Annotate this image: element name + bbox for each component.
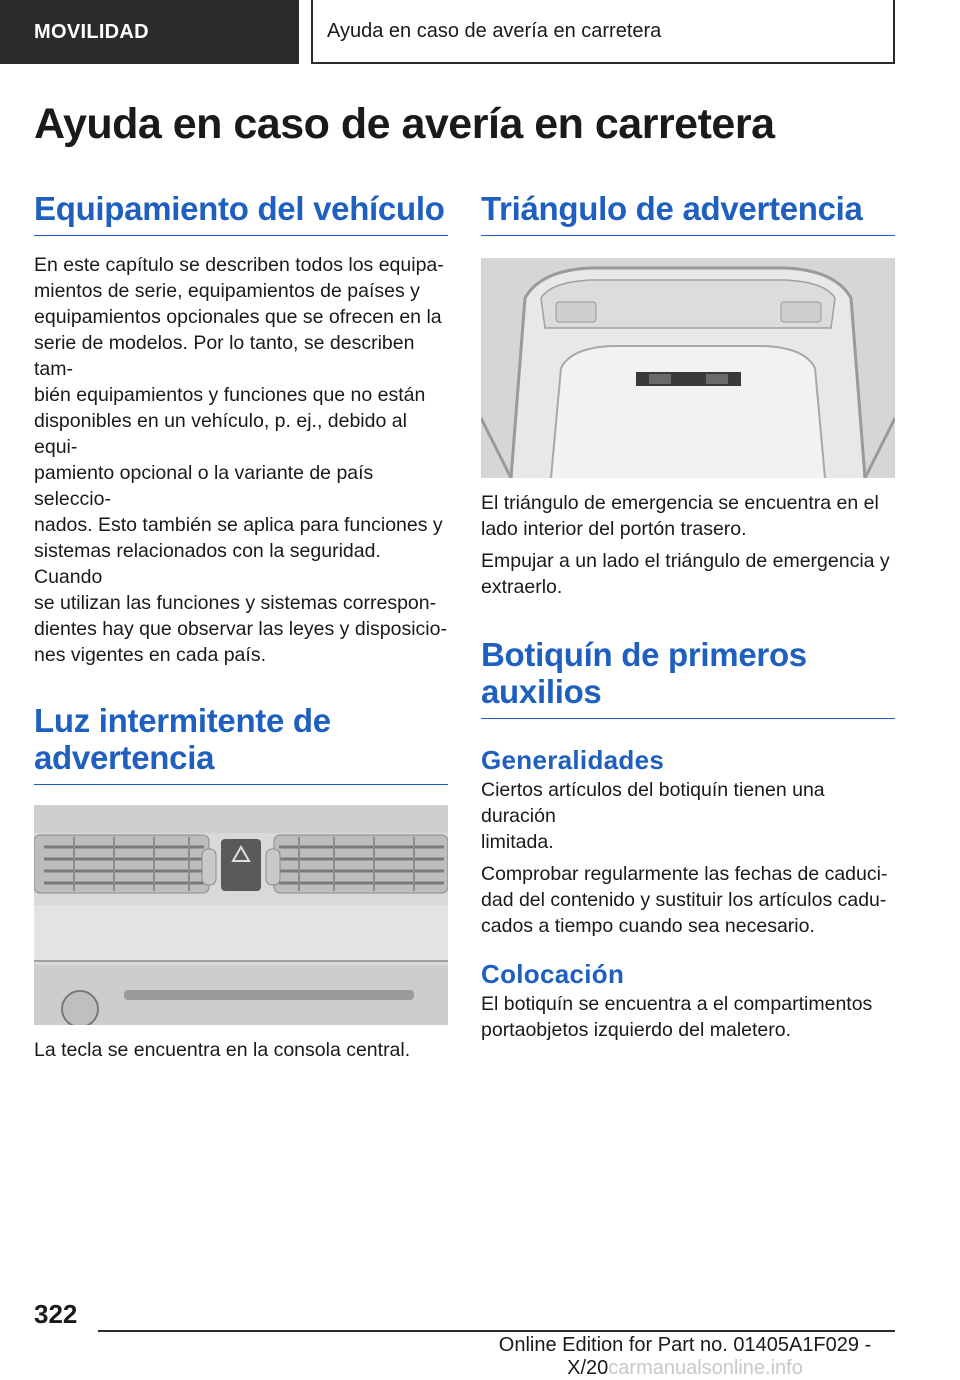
heading-botiquin (481, 636, 895, 719)
triangle-paragraph-2 (481, 548, 895, 600)
text-line: lado interior del portón trasero. (481, 518, 747, 540)
equip-line: dientes hay que observar las leyes y disposicio- (34, 618, 447, 640)
text-line: extraerlo. (481, 576, 563, 598)
text-line: El botiquín se encuentra a el compartimentos (481, 993, 873, 1015)
heading-colocacion: Colocación (481, 959, 625, 989)
equip-line: bién equipamientos y funciones que no están (34, 384, 426, 406)
text-line: dad del contenido y sustituir los artículos cadu- (481, 889, 887, 911)
placement-paragraph (481, 991, 895, 1043)
text-line: Ciertos artículos del botiquín tienen una duración (481, 779, 825, 827)
edition-text: Online Edition for Part no. 01405A1F029 - X/20 (498, 1334, 872, 1379)
text-line: Empujar a un lado el triángulo de emergencia y (481, 550, 890, 572)
equip-line: se utilizan las funciones y sistemas correspon- (34, 592, 437, 614)
section-tab: MOVILIDAD (0, 0, 299, 64)
text-line: Comprobar regularmente las fechas de caduci- (481, 863, 888, 885)
heading-generalidades: Generalidades (481, 745, 665, 775)
chapter-tab: Ayuda en caso de avería en carretera (311, 0, 895, 64)
heading-equipamiento: Equipamiento del vehículo (34, 190, 448, 236)
equip-line: En este capítulo se describen todos los equipa- (34, 254, 444, 276)
text-line: cados a tiempo cuando sea necesario. (481, 915, 815, 937)
footer-divider (98, 1330, 895, 1332)
left-column (34, 190, 448, 1063)
general-paragraph-1 (481, 777, 895, 855)
equip-line: sistemas relacionados con la seguridad. Cuando (34, 540, 381, 588)
heading-luz-intermitente (34, 702, 448, 785)
equip-line: pamiento opcional o la variante de país seleccio- (34, 462, 374, 510)
equip-paragraph (34, 252, 448, 668)
hazard-caption: La tecla se encuentra en la consola central. (34, 1039, 411, 1061)
equip-line: equipamientos opcionales que se ofrecen en la (34, 306, 442, 328)
equip-line: nados. Esto también se aplica para funciones y (34, 514, 443, 536)
triangle-paragraph-1 (481, 490, 895, 542)
page-number: 322 (34, 1299, 78, 1329)
heading-line: Botiquín de primeros (481, 636, 807, 673)
text-line: El triángulo de emergencia se encuentra en el (481, 492, 879, 514)
text-line: portaobjetos izquierdo del maletero. (481, 1019, 792, 1041)
equip-line: serie de modelos. Por lo tanto, se describen tam- (34, 332, 415, 380)
equip-line: disponibles en un vehículo, p. ej., debido al equi- (34, 410, 407, 458)
heading-line: auxilios (481, 673, 602, 710)
general-paragraph-2 (481, 861, 895, 939)
equip-line: mientos de serie, equipamientos de países y (34, 280, 420, 302)
watermark: carmanualsonline.info (608, 1357, 803, 1379)
center-console-image (34, 805, 448, 1025)
heading-triangulo: Triángulo de advertencia (481, 190, 895, 236)
edition-footer (470, 1334, 900, 1380)
equip-line: nes vigentes en cada país. (34, 644, 266, 666)
tailgate-image (481, 258, 895, 478)
right-column (481, 190, 895, 1043)
heading-line: Luz intermitente de (34, 702, 331, 739)
heading-line: advertencia (34, 739, 215, 776)
page-title: Ayuda en caso de avería en carretera (34, 100, 775, 148)
text-line: limitada. (481, 831, 554, 853)
